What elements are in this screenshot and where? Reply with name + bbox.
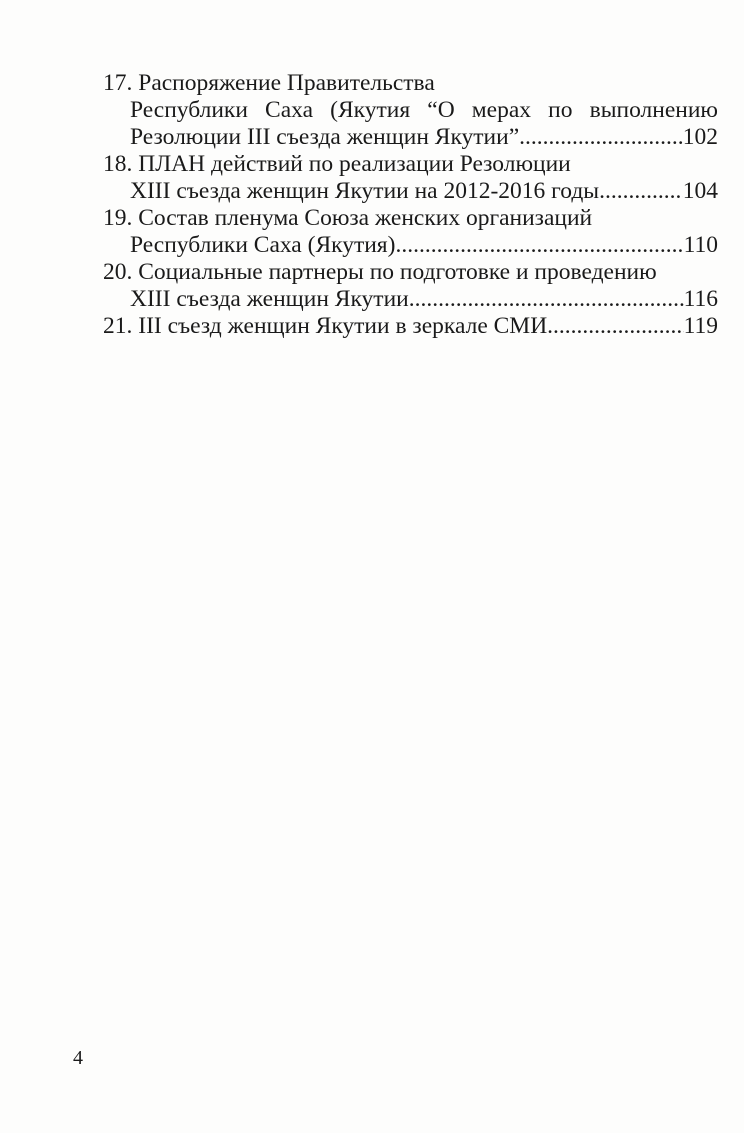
page-number: 4 [73, 1047, 83, 1069]
toc-entry-last-line [103, 124, 718, 151]
toc-leader-dots [395, 232, 683, 259]
toc-page-number: 119 [683, 313, 718, 339]
table-of-contents [103, 70, 718, 340]
toc-entry-text: Республики Саха (Якутия) [130, 232, 396, 258]
toc-leader-dots [409, 286, 684, 313]
toc-entry-text: XIII съезда женщин Якутии на 2012-2016 годы [130, 178, 600, 204]
toc-page-number: 110 [683, 232, 718, 258]
toc-entry-text: Резолюции III съезда женщин Якутии” [130, 124, 520, 150]
toc-leader-dots [547, 313, 683, 340]
toc-entry-text: XIII съезда женщин Якутии [130, 286, 409, 312]
toc-entry-title: 18. ПЛАН действий по реализации Резолюции [103, 151, 571, 177]
toc-entry-title: 20. Социальные партнеры по подготовке и проведению [103, 259, 657, 285]
toc-leader-dots [519, 124, 683, 151]
toc-entry-last-line [103, 313, 718, 340]
toc-page-number: 104 [682, 178, 718, 204]
toc-entry-last-line [103, 178, 718, 205]
toc-entry-title: 19. Состав пленума Союза женских организаций [103, 205, 593, 231]
toc-page-number: 102 [682, 124, 718, 150]
toc-entry-19[interactable] [103, 205, 718, 259]
toc-entry-title: 17. Распоряжение Правительства [103, 70, 435, 96]
toc-entry-last-line [103, 232, 718, 259]
toc-page-number: 116 [683, 286, 718, 312]
toc-entry-21[interactable] [103, 313, 718, 340]
toc-entry-18[interactable] [103, 151, 718, 205]
toc-entry-17[interactable] [103, 70, 718, 151]
toc-entry-last-line [103, 286, 718, 313]
toc-entry-title: 21. III съезд женщин Якутии в зеркале СМИ [103, 313, 548, 339]
toc-entry-continuation: Республики Саха (Якутия “О мерах по выполнению [130, 97, 718, 123]
toc-leader-dots [599, 178, 683, 205]
toc-entry-20[interactable] [103, 259, 718, 313]
